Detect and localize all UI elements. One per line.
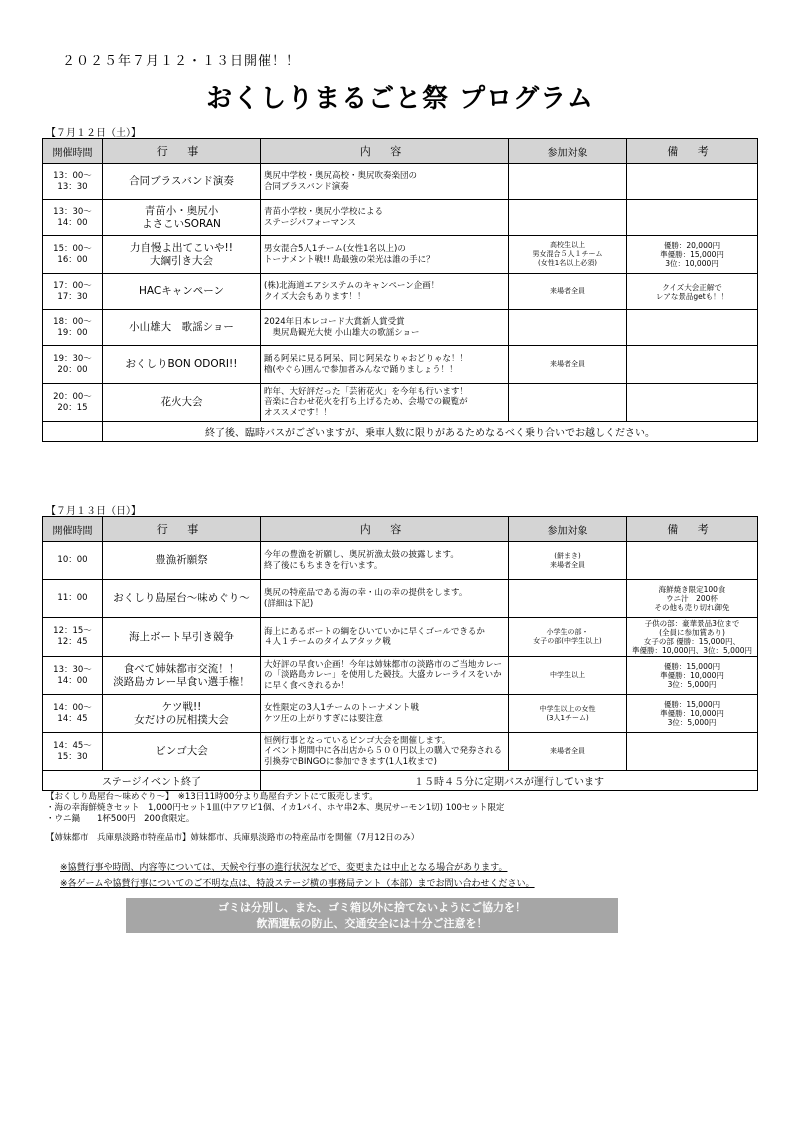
inquiry-warning: ※各ゲームや協賛行事についてのご不明な点は、特設ステージ横の事務局テント（本部）までお問い合わせください。 bbox=[60, 879, 535, 889]
change-warning: ※協賛行事や時間、内容等については、天候や行事の進行状況などで、変更または中止となる場合があります。 bbox=[60, 863, 508, 873]
row-note bbox=[627, 542, 758, 580]
row-note bbox=[627, 346, 758, 384]
banner-line-traffic: 飲酒運転の防止、交通安全には十分ご注意を！ bbox=[256, 917, 488, 930]
row-content: 今年の豊漁を祈願し、奥尻祈漁太鼓の披露します。 終了後にもちまきを行います。 bbox=[261, 542, 509, 580]
row-target: (餅まき) 来場者全員 bbox=[509, 542, 627, 580]
row-time: 11：00 bbox=[43, 580, 103, 618]
row-time: 10：00 bbox=[43, 542, 103, 580]
row-event: ビンゴ大会 bbox=[103, 733, 261, 771]
row-content: 大好評の早食い企画！今年は姉妹都市の淡路市のご当地カレーの「淡路島カレー」を使用した競技。大盛カレーライスをいかに早く食べきれるか！ bbox=[261, 657, 509, 695]
row-time: 17：00～ 17：30 bbox=[43, 274, 103, 310]
row-content: 昨年、大好評だった「芸術花火」を今年も行います！ 音楽に合わせ花火を打ち上げるため、会場での観覧が オススメです！！ bbox=[261, 384, 509, 422]
row-target: 来場者全員 bbox=[509, 346, 627, 384]
banner-line-garbage: ゴミは分別し、また、ゴミ箱以外に捨てないようにご協力を！ bbox=[218, 901, 526, 914]
row-event: 海上ボート早引き競争 bbox=[103, 618, 261, 657]
table-row bbox=[43, 236, 758, 274]
row-content: (株)北海道エアシステムのキャンペーン企画！ クイズ大会もあります！！ bbox=[261, 274, 509, 310]
row-content: 奥尻中学校・奥尻高校・奥尻吹奏楽団の 合同ブラスバンド演奏 bbox=[261, 164, 509, 200]
table-row bbox=[43, 384, 758, 422]
row-time: 13：30～ 14：00 bbox=[43, 657, 103, 695]
day1-footer-row bbox=[43, 422, 758, 442]
row-content: 海上にあるボートの綱をひいていかに早くゴールできるか ４人１チームのタイムアタック戦 bbox=[261, 618, 509, 657]
table-row bbox=[43, 733, 758, 771]
col-time-header: 開催時間 bbox=[43, 139, 103, 164]
table-row bbox=[43, 274, 758, 310]
row-note bbox=[627, 200, 758, 236]
table-row bbox=[43, 657, 758, 695]
day2-label: 【７月１３日（日）】 bbox=[46, 506, 141, 517]
table-row bbox=[43, 542, 758, 580]
row-target bbox=[509, 164, 627, 200]
row-note bbox=[627, 310, 758, 346]
notes-section bbox=[46, 792, 756, 844]
row-target: 小学生の部・ 女子の部(中学生以上) bbox=[509, 618, 627, 657]
col-time-header: 開催時間 bbox=[43, 517, 103, 542]
col-content-header: 内 容 bbox=[261, 517, 509, 542]
row-content: 2024年日本レコード大賞新人賞受賞 奥尻島観光大使 小山雄大の歌謡ショー bbox=[261, 310, 509, 346]
row-event: 力自慢よ出てこいや!! 大綱引き大会 bbox=[103, 236, 261, 274]
day1-bus-notice: 終了後、臨時バスがございますが、乗車人数に限りがあるためなるべく乗り合いでお越しください。 bbox=[103, 422, 758, 442]
yatai-note-uni: ・ウニ鍋 1杯500円 200食限定。 bbox=[46, 814, 195, 824]
row-target bbox=[509, 384, 627, 422]
row-event: 青苗小・奥尻小 よさこいSORAN bbox=[103, 200, 261, 236]
col-target-header: 参加対象 bbox=[509, 139, 627, 164]
col-target-header: 参加対象 bbox=[509, 517, 627, 542]
row-note: 優勝：15,000円 準優勝：10,000円 3位：5,000円 bbox=[627, 695, 758, 733]
table-row bbox=[43, 310, 758, 346]
row-target bbox=[509, 310, 627, 346]
table-row bbox=[43, 200, 758, 236]
row-event: 豊漁祈願祭 bbox=[103, 542, 261, 580]
col-content-header: 内 容 bbox=[261, 139, 509, 164]
col-event-header: 行 事 bbox=[103, 139, 261, 164]
row-note: 海鮮焼き限定100食 ウニ汁 200杯 その他も売り切れ御免 bbox=[627, 580, 758, 618]
row-time: 13：00～ 13：30 bbox=[43, 164, 103, 200]
day2-footer-row bbox=[43, 771, 758, 791]
row-event: HACキャンペーン bbox=[103, 274, 261, 310]
row-note: 子供の部：豪華景品3位まで (全員に参加賞あり) 女子の部 優勝：15,000円、 準優勝：10,000円、3位：5,000円 bbox=[627, 618, 758, 657]
sister-city-note: 【姉妹都市 兵庫県淡路市特産品市】姉妹都市、兵庫県淡路市の特産品市を開催（7月12日のみ） bbox=[46, 833, 420, 843]
row-target: 来場者全員 bbox=[509, 733, 627, 771]
col-note-header: 備 考 bbox=[627, 517, 758, 542]
row-note: 優勝：15,000円 準優勝：10,000円 3位：5,000円 bbox=[627, 657, 758, 695]
row-target bbox=[509, 580, 627, 618]
stage-event-end: ステージイベント終了 bbox=[43, 771, 261, 791]
row-content: 男女混合5人1チーム(女性1名以上)の トーナメント戦!! 島最強の栄光は誰の手に？ bbox=[261, 236, 509, 274]
row-content: 女性限定の3人1チームのトーナメント戦 ケツ圧の上がりすぎには要注意 bbox=[261, 695, 509, 733]
row-target bbox=[509, 200, 627, 236]
day1-header-row bbox=[43, 139, 758, 164]
row-time: 15：00～ 16：00 bbox=[43, 236, 103, 274]
day2-program-table bbox=[42, 516, 758, 791]
row-content: 踊る阿呆に見る阿呆、同じ阿呆なりゃおどりゃな！！ 櫓(やぐら)囲んで参加者みんなで踊りましょう！！ bbox=[261, 346, 509, 384]
row-time: 20：00～ 20：15 bbox=[43, 384, 103, 422]
row-note bbox=[627, 733, 758, 771]
row-time: 12：15～ 12：45 bbox=[43, 618, 103, 657]
event-date-line: ２０２５年７月１２・１３日開催！！ bbox=[62, 54, 301, 69]
row-event: 食べて姉妹都市交流！！ 淡路島カレー早食い選手権！ bbox=[103, 657, 261, 695]
row-time: 13：30～ 14：00 bbox=[43, 200, 103, 236]
yatai-note-seafood: ・海の幸海鮮焼きセット 1,000円セット1皿(中アワビ1個、イカ1パイ、ホヤ串2本、奥尻サーモン1切) 100セット限定 bbox=[46, 803, 505, 813]
row-target: 高校生以上 男女混合５人１チーム (女性1名以上必須) bbox=[509, 236, 627, 274]
row-content: 奥尻の特産品である海の幸・山の幸の提供をします。 (詳細は下記) bbox=[261, 580, 509, 618]
safety-banner bbox=[126, 898, 618, 933]
page-title: おくしりまるごと祭 プログラム bbox=[206, 84, 594, 114]
table-row bbox=[43, 695, 758, 733]
row-note: クイズ大会正解で レアな景品getも！！ bbox=[627, 274, 758, 310]
row-content: 青苗小学校・奥尻小学校による ステージパフォーマンス bbox=[261, 200, 509, 236]
row-event: 合同ブラスバンド演奏 bbox=[103, 164, 261, 200]
row-note: 優勝：20,000円 準優勝：15,000円 3位：10,000円 bbox=[627, 236, 758, 274]
row-note bbox=[627, 384, 758, 422]
col-note-header: 備 考 bbox=[627, 139, 758, 164]
row-time: 19：30～ 20：00 bbox=[43, 346, 103, 384]
row-event: 花火大会 bbox=[103, 384, 261, 422]
row-note bbox=[627, 164, 758, 200]
row-time: 18：00～ 19：00 bbox=[43, 310, 103, 346]
row-event: 小山雄大 歌謡ショー bbox=[103, 310, 261, 346]
table-row bbox=[43, 580, 758, 618]
day2-header-row bbox=[43, 517, 758, 542]
day1-program-table bbox=[42, 138, 758, 442]
yatai-note-heading: 【おくしり島屋台～味めぐり～】 ※13日11時00分より島屋台テントにて販売します。 bbox=[46, 792, 378, 802]
row-target: 中学生以上 bbox=[509, 657, 627, 695]
row-event: おくしり島屋台～味めぐり～ bbox=[103, 580, 261, 618]
footer-blank-cell bbox=[43, 422, 103, 442]
row-event: ケツ戦!! 女だけの尻相撲大会 bbox=[103, 695, 261, 733]
row-target: 来場者全員 bbox=[509, 274, 627, 310]
row-target: 中学生以上の女性 (3人1チーム) bbox=[509, 695, 627, 733]
row-time: 14：45～ 15：30 bbox=[43, 733, 103, 771]
col-event-header: 行 事 bbox=[103, 517, 261, 542]
day2-bus-notice: １５時４５分に定期バスが運行しています bbox=[261, 771, 758, 791]
row-time: 14：00～ 14：45 bbox=[43, 695, 103, 733]
day1-label: 【７月１２日（土）】 bbox=[46, 128, 141, 139]
row-content: 恒例行事となっているビンゴ大会を開催します。 イベント期間中に各出店から５００円以上の購入で発券される引換券でBINGOに参加できます(1人1枚まで) bbox=[261, 733, 509, 771]
row-event: おくしりBON ODORI!! bbox=[103, 346, 261, 384]
table-row bbox=[43, 164, 758, 200]
table-row bbox=[43, 618, 758, 657]
table-row bbox=[43, 346, 758, 384]
